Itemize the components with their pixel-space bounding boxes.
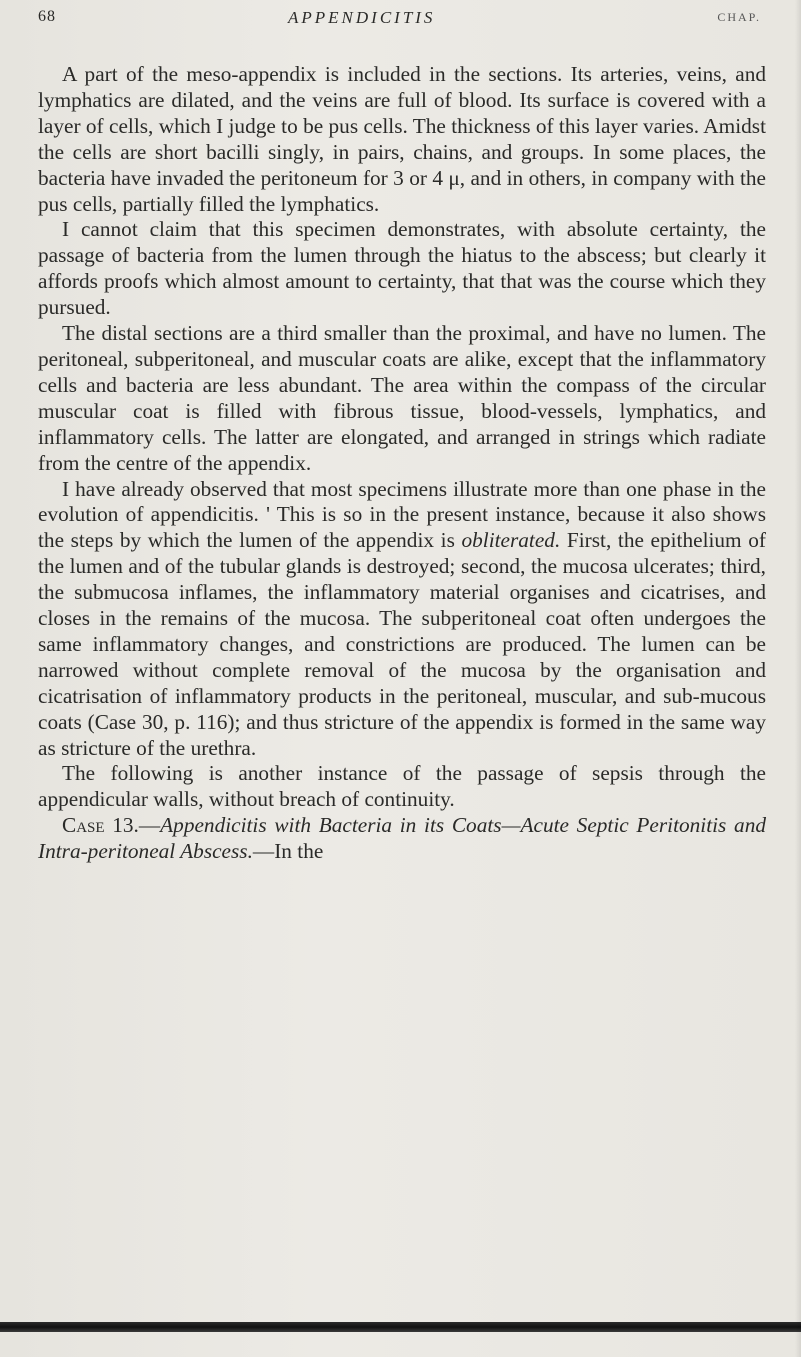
text-run: I have already observed that most specimens illustrate more than one phase in the evolution of appendicitis. ' This is so in the present instance, because it also shows the steps by which the lumen of the appendix is xyxy=(38,476,766,553)
paragraph: The following is another instance of the passage of sepsis through the appendicular walls, without breach of continuity. xyxy=(38,761,766,812)
page-header xyxy=(38,8,761,36)
page-edge-shadow xyxy=(795,0,801,1357)
chapter-label: CHAP. xyxy=(717,10,761,24)
running-title: APPENDICITIS xyxy=(288,8,436,27)
case-heading xyxy=(38,813,766,865)
paragraph: The distal sections are a third smaller than the proximal, and have no lumen. The peritoneal, subperitoneal, and muscular coats are alike, except that the inflammatory cells and bacteria are less abundant. The area within the compass of the circular muscular coat is filled with fibrous tissue, blood-vessels, lymphatics, and inflammatory cells. The latter are elongated, and arranged in strings which radiate from the centre of the appendix. xyxy=(38,321,766,475)
case-continuation: —In the xyxy=(252,839,324,864)
page-bottom-edge xyxy=(0,1322,801,1332)
paragraph: I cannot claim that this specimen demonstrates, with absolute certainty, the passage of bacteria from the lumen through the hiatus to the abscess; but clearly it affords proofs which almost amount to certainty, that that was the course which they pursued. xyxy=(38,217,766,320)
case-title: Appendicitis with Bacteria in its Coats—Acute Septic Peritonitis and Intra-peritoneal Abscess. xyxy=(38,813,766,864)
case-label: Case 13. xyxy=(62,813,139,838)
text-run: First, the epithelium of the lumen and of the tubular glands is destroyed; second, the mucosa ulcerates; third, the submucosa inflames, the inflammatory material organises and cicatrises, and closes in the remains of the mucosa. The subperitoneal coat often undergoes the same inflammatory changes, and constrictions are produced. The lumen can be narrowed without complete removal of the mucosa by the organisation and cicatrisation of inflammatory products in the peritoneal, muscular, and sub-mucous coats (Case 30, p. 116); and thus stricture of the appendix is formed in the same way as stricture of the urethra. xyxy=(38,528,766,760)
paragraph: A part of the meso-appendix is included in the sections. Its arteries, veins, and lymphatics are dilated, and the veins are full of blood. Its surface is covered with a layer of cells, which I judge to be pus cells. The thickness of this layer varies. Amidst the cells are short bacilli singly, in pairs, chains, and groups. In some places, the bacteria have invaded the peritoneum for 3 or 4 μ, and in others, in company with the pus cells, partially filled the lymphatics. xyxy=(38,62,766,216)
page-number: 68 xyxy=(38,8,56,25)
paragraph xyxy=(38,477,766,762)
case-dash: — xyxy=(138,813,161,838)
body-text xyxy=(38,62,766,865)
emphasis: obliterated. xyxy=(461,528,561,553)
